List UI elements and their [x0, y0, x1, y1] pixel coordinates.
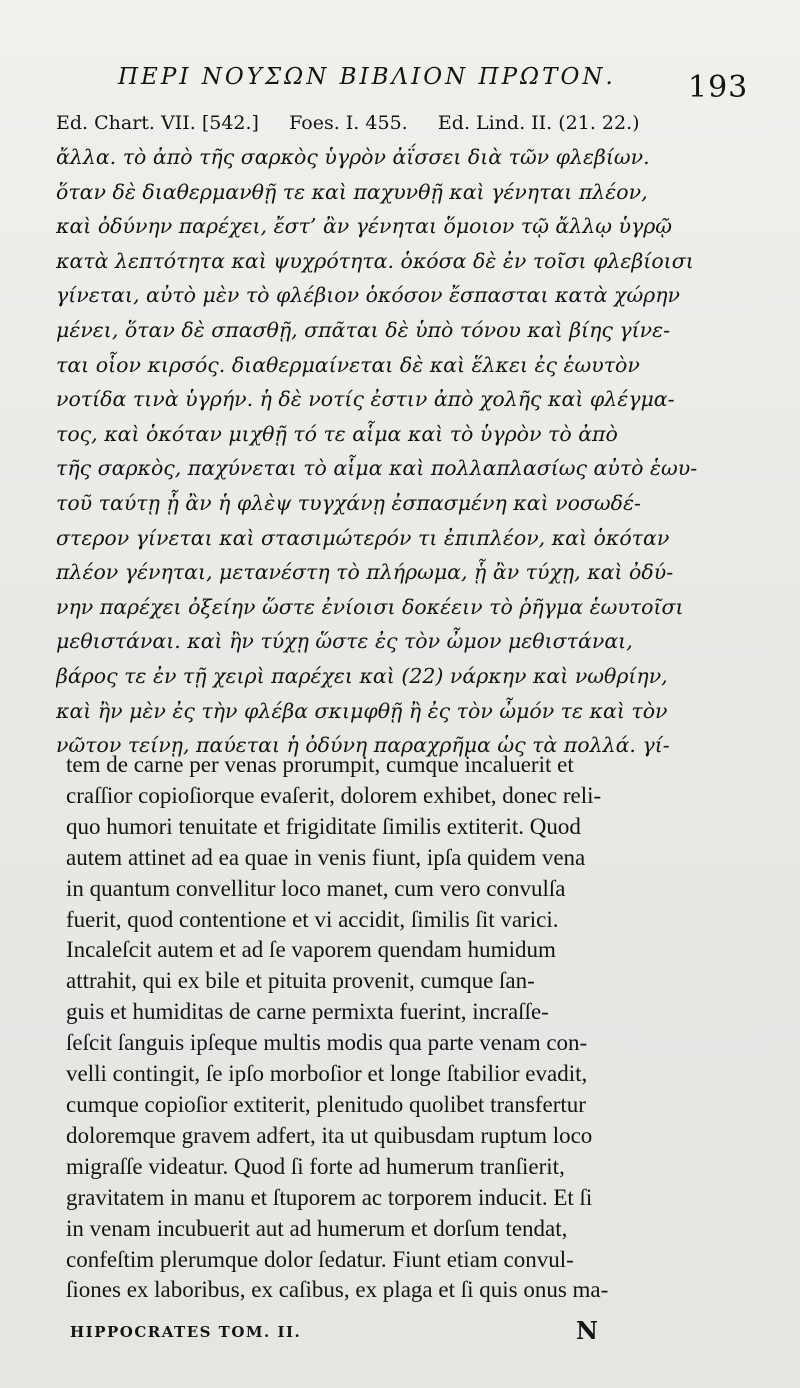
- greek-line: τοῦ ταύτῃ ᾗ ἂν ἡ φλὲψ τυγχάνῃ ἐσπασμένη καὶ νοσωδέ-: [56, 490, 641, 515]
- latin-line: attrahit, qui ex bile et pituita provenit, cumque ſan-: [66, 968, 535, 994]
- greek-line: νοτίδα τινὰ ὑγρήν. ἡ δὲ νοτίς ἐστιν ἀπὸ χολῆς καὶ φλέγμα-: [56, 387, 675, 412]
- latin-line: ſeſcit ſanguis ipſeque multis modis qua parte venam con-: [66, 1030, 588, 1056]
- running-title: ΠΕΡΙ ΝΟΥΣΩΝ ΒΙΒΛΙΟΝ ΠΡΩΤΟΝ.: [118, 64, 616, 90]
- greek-line: μεθιστάναι. καὶ ἢν τύχῃ ὥστε ἐς τὸν ὦμον μεθιστάναι,: [56, 629, 633, 654]
- greek-line: πλέον γένηται, μετανέστη τὸ πλήρωμα, ᾗ ἂν τύχῃ, καὶ ὀδύ-: [56, 560, 674, 585]
- greek-line: τῆς σαρκὸς, παχύνεται τὸ αἷμα καὶ πολλαπλασίως αὐτὸ ἑωυ-: [56, 456, 698, 481]
- printer-signature: HIPPOCRATES TOM. II.: [70, 1323, 302, 1341]
- greek-line: καὶ ὀδύνην παρέχει, ἔστ’ ἂν γένηται ὅμοιον τῷ ἄλλῳ ὑγρῷ: [56, 214, 672, 239]
- latin-line: fuerit, quod contentione et vi accidit, ſimilis ſit varici.: [66, 906, 559, 932]
- latin-line: Incaleſcit autem et ad ſe vaporem quendam humidum: [66, 937, 556, 963]
- latin-line: craſſior copioſiorque evaſerit, dolorem exhibet, donec reli-: [66, 782, 602, 808]
- greek-text-block: [56, 140, 768, 763]
- latin-line: velli contingit, ſe ipſo morboſior et longe ſtabilior evadit,: [66, 1061, 588, 1087]
- latin-line: migraſſe videatur. Quod ſi forte ad humerum tranſierit,: [66, 1153, 565, 1179]
- greek-line: τος, καὶ ὁκόταν μιχθῇ τό τε αἷμα καὶ τὸ ὑγρὸν τὸ ἀπὸ: [56, 421, 618, 446]
- greek-line: βάρος τε ἐν τῇ χειρὶ παρέχει καὶ (22) νάρκην καὶ νωθρίην,: [56, 663, 668, 688]
- latin-line: autem attinet ad ea quae in venis fiunt, ipſa quidem vena: [66, 844, 586, 870]
- signature-mark: N: [576, 1316, 598, 1345]
- latin-line: in quantum convellitur loco manet, cum vero convulſa: [66, 875, 566, 901]
- greek-line: μένει, ὅταν δὲ σπασθῇ, σπᾶται δὲ ὑπὸ τόνου καὶ βίης γίνε-: [56, 317, 671, 342]
- latin-line: ſiones ex laboribus, ex caſibus, ex plaga et ſi quis onus ma-: [66, 1277, 609, 1303]
- greek-line: νην παρέχει ὀξείην ὥστε ἐνίοισι δοκέειν τὸ ῥῆγμα ἑωυτοῖσι: [56, 594, 684, 619]
- latin-text-block: [66, 750, 766, 1306]
- edition-reference-line: Ed. Chart. VII. [542.] Foes. I. 455. Ed. Lind. II. (21. 22.): [56, 112, 640, 134]
- greek-line: κατὰ λεπτότητα καὶ ψυχρότητα. ὁκόσα δὲ ἐν τοῖσι φλεβίοισι: [56, 248, 694, 273]
- page-number: 193: [688, 70, 749, 105]
- latin-line: in venam incubuerit aut ad humerum et dorſum tendat,: [66, 1215, 568, 1241]
- greek-line: ἄλλα. τὸ ἀπὸ τῆς σαρκὸς ὑγρὸν ἀΐσσει διὰ τῶν φλεβίων.: [56, 145, 650, 169]
- greek-line: νῶτον τείνῃ, παύεται ἡ ὀδύνη παραχρῆμα ὡς τὰ πολλά. γί-: [56, 733, 670, 758]
- latin-line: tem de carne per venas prorumpit, cumque incaluerit et: [66, 752, 574, 777]
- greek-line: ὅταν δὲ διαθερμανθῇ τε καὶ παχυνθῇ καὶ γένηται πλέον,: [56, 179, 648, 204]
- latin-line: quo humori tenuitate et frigiditate ſimilis extiterit. Quod: [66, 813, 581, 839]
- latin-line: cumque copioſior extiterit, plenitudo quolibet transfertur: [66, 1091, 586, 1117]
- latin-line: gravitatem in manu et ſtuporem ac torporem inducit. Et ſi: [66, 1184, 593, 1210]
- greek-line: ται οἷον κιρσός. διαθερμαίνεται δὲ καὶ ἕλκει ἐς ἑωυτὸν: [56, 352, 640, 377]
- greek-line: καὶ ἢν μὲν ἐς τὴν φλέβα σκιμφθῇ ἢ ἐς τὸν ὦμόν τε καὶ τὸν: [56, 698, 668, 723]
- latin-line: guis et humiditas de carne permixta fuerint, incraſſe-: [66, 999, 549, 1025]
- greek-line: γίνεται, αὐτὸ μὲν τὸ φλέβιον ὁκόσον ἔσπασται κατὰ χώρην: [56, 283, 680, 308]
- latin-line: doloremque gravem adfert, ita ut quibusdam ruptum loco: [66, 1122, 593, 1148]
- latin-line: confeſtim plerumque dolor ſedatur. Fiunt etiam convul-: [66, 1246, 574, 1272]
- greek-line: στερον γίνεται καὶ στασιμώτερόν τι ἐπιπλέον, καὶ ὁκόταν: [56, 525, 670, 550]
